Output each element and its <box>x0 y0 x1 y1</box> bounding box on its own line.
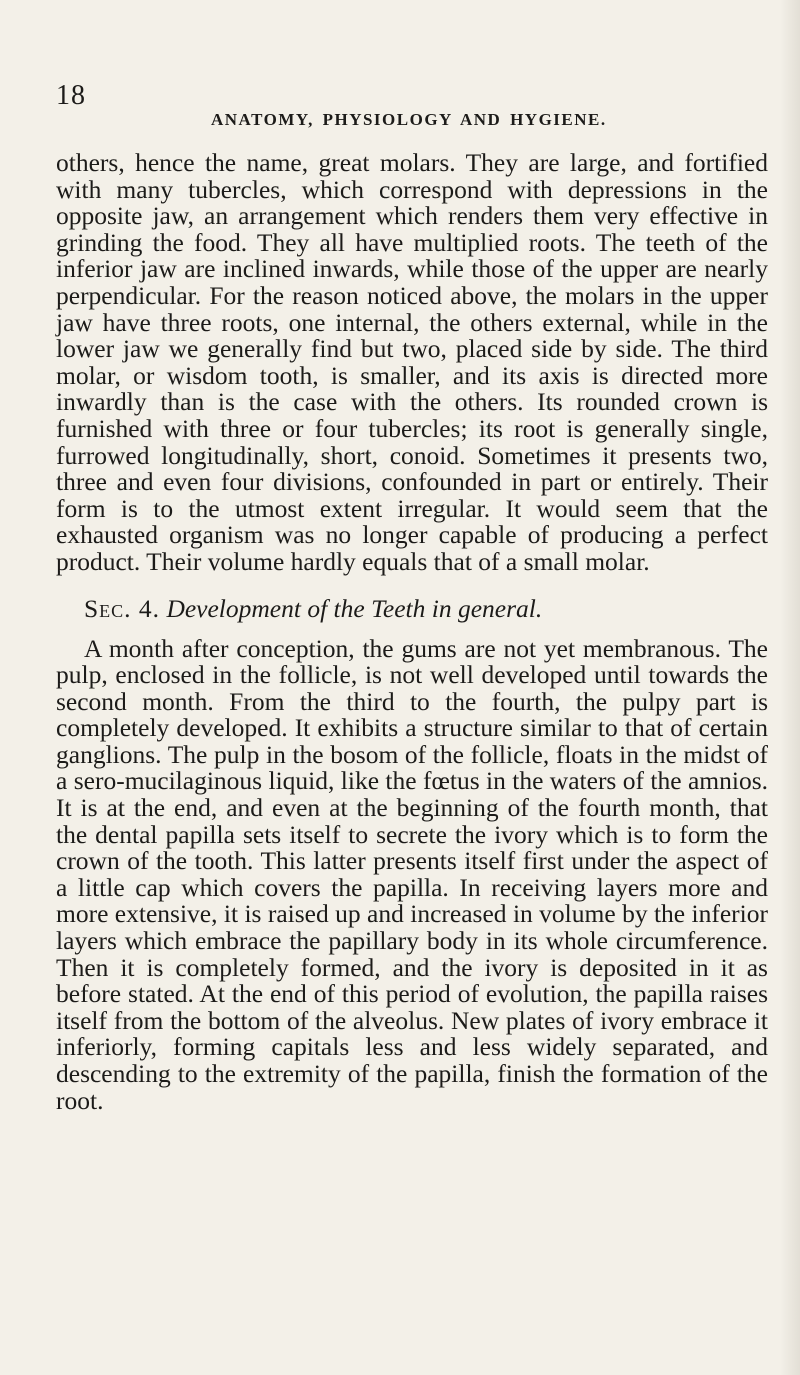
section-label: Sec. 4. <box>84 593 161 623</box>
body-text <box>56 150 768 1114</box>
section-heading <box>56 594 768 624</box>
running-title: ANATOMY, PHYSIOLOGY AND HYGIENE. <box>211 110 607 129</box>
paragraph-development: A month after conception, the gums are not yet membranous. The pulp, enclosed in the follicle, is not well developed until towards the second month. From the third to the fourth, the pulpy part is completely developed. It exhibits a structure similar to that of certain ganglions. The pulp in the bosom of the follicle, floats in the midst of a sero-mucilaginous liquid, like the fœtus in the waters of the amnios. It is at the end, and even at the beginning of the fourth month, that the dental papilla sets itself to secrete the ivory which is to form the crown of the tooth. This latter presents itself first under the aspect of a little cap which covers the papilla. In receiving layers more and more extensive, it is raised up and increased in volume by the inferior layers which embrace the papillary body in its whole circumference. Then it is completely formed, and the ivory is deposited in it as before stated. At the end of this period of evolution, the papilla raises itself from the bottom of the alveolus. New plates of ivory embrace it inferiorly, forming capitals less and less widely separated, and descending to the extremity of the papilla, finish the formation of the root. <box>56 633 768 1115</box>
paragraph-molars: others, hence the name, great molars. They are large, and fortified with many tubercles, which correspond with depressions in the opposite jaw, an arrangement which renders them very effective in grinding the food. They all have multiplied roots. The teeth of the inferior jaw are inclined inwards, while those of the upper are nearly perpendicular. For the reason noticed above, the molars in the upper jaw have three roots, one internal, the others external, while in the lower jaw we generally find but two, placed side by side. The third molar, or wisdom tooth, is smaller, and its axis is directed more inwardly than is the case with the others. Its rounded crown is furnished with three or four tubercles; its root is generally single, furrowed longitudinally, short, conoid. Sometimes it presents two, three and even four divisions, confounded in part or entirely. Their form is to the utmost extent irregular. It would seem that the exhausted organism was no longer capable of producing a perfect product. Their volume hardly equals that of a small molar. <box>56 148 768 576</box>
page-number: 18 <box>56 80 86 111</box>
page-edge-shadow <box>780 0 800 1375</box>
running-head <box>56 80 776 130</box>
section-title: Development of the Teeth in general. <box>166 593 543 623</box>
